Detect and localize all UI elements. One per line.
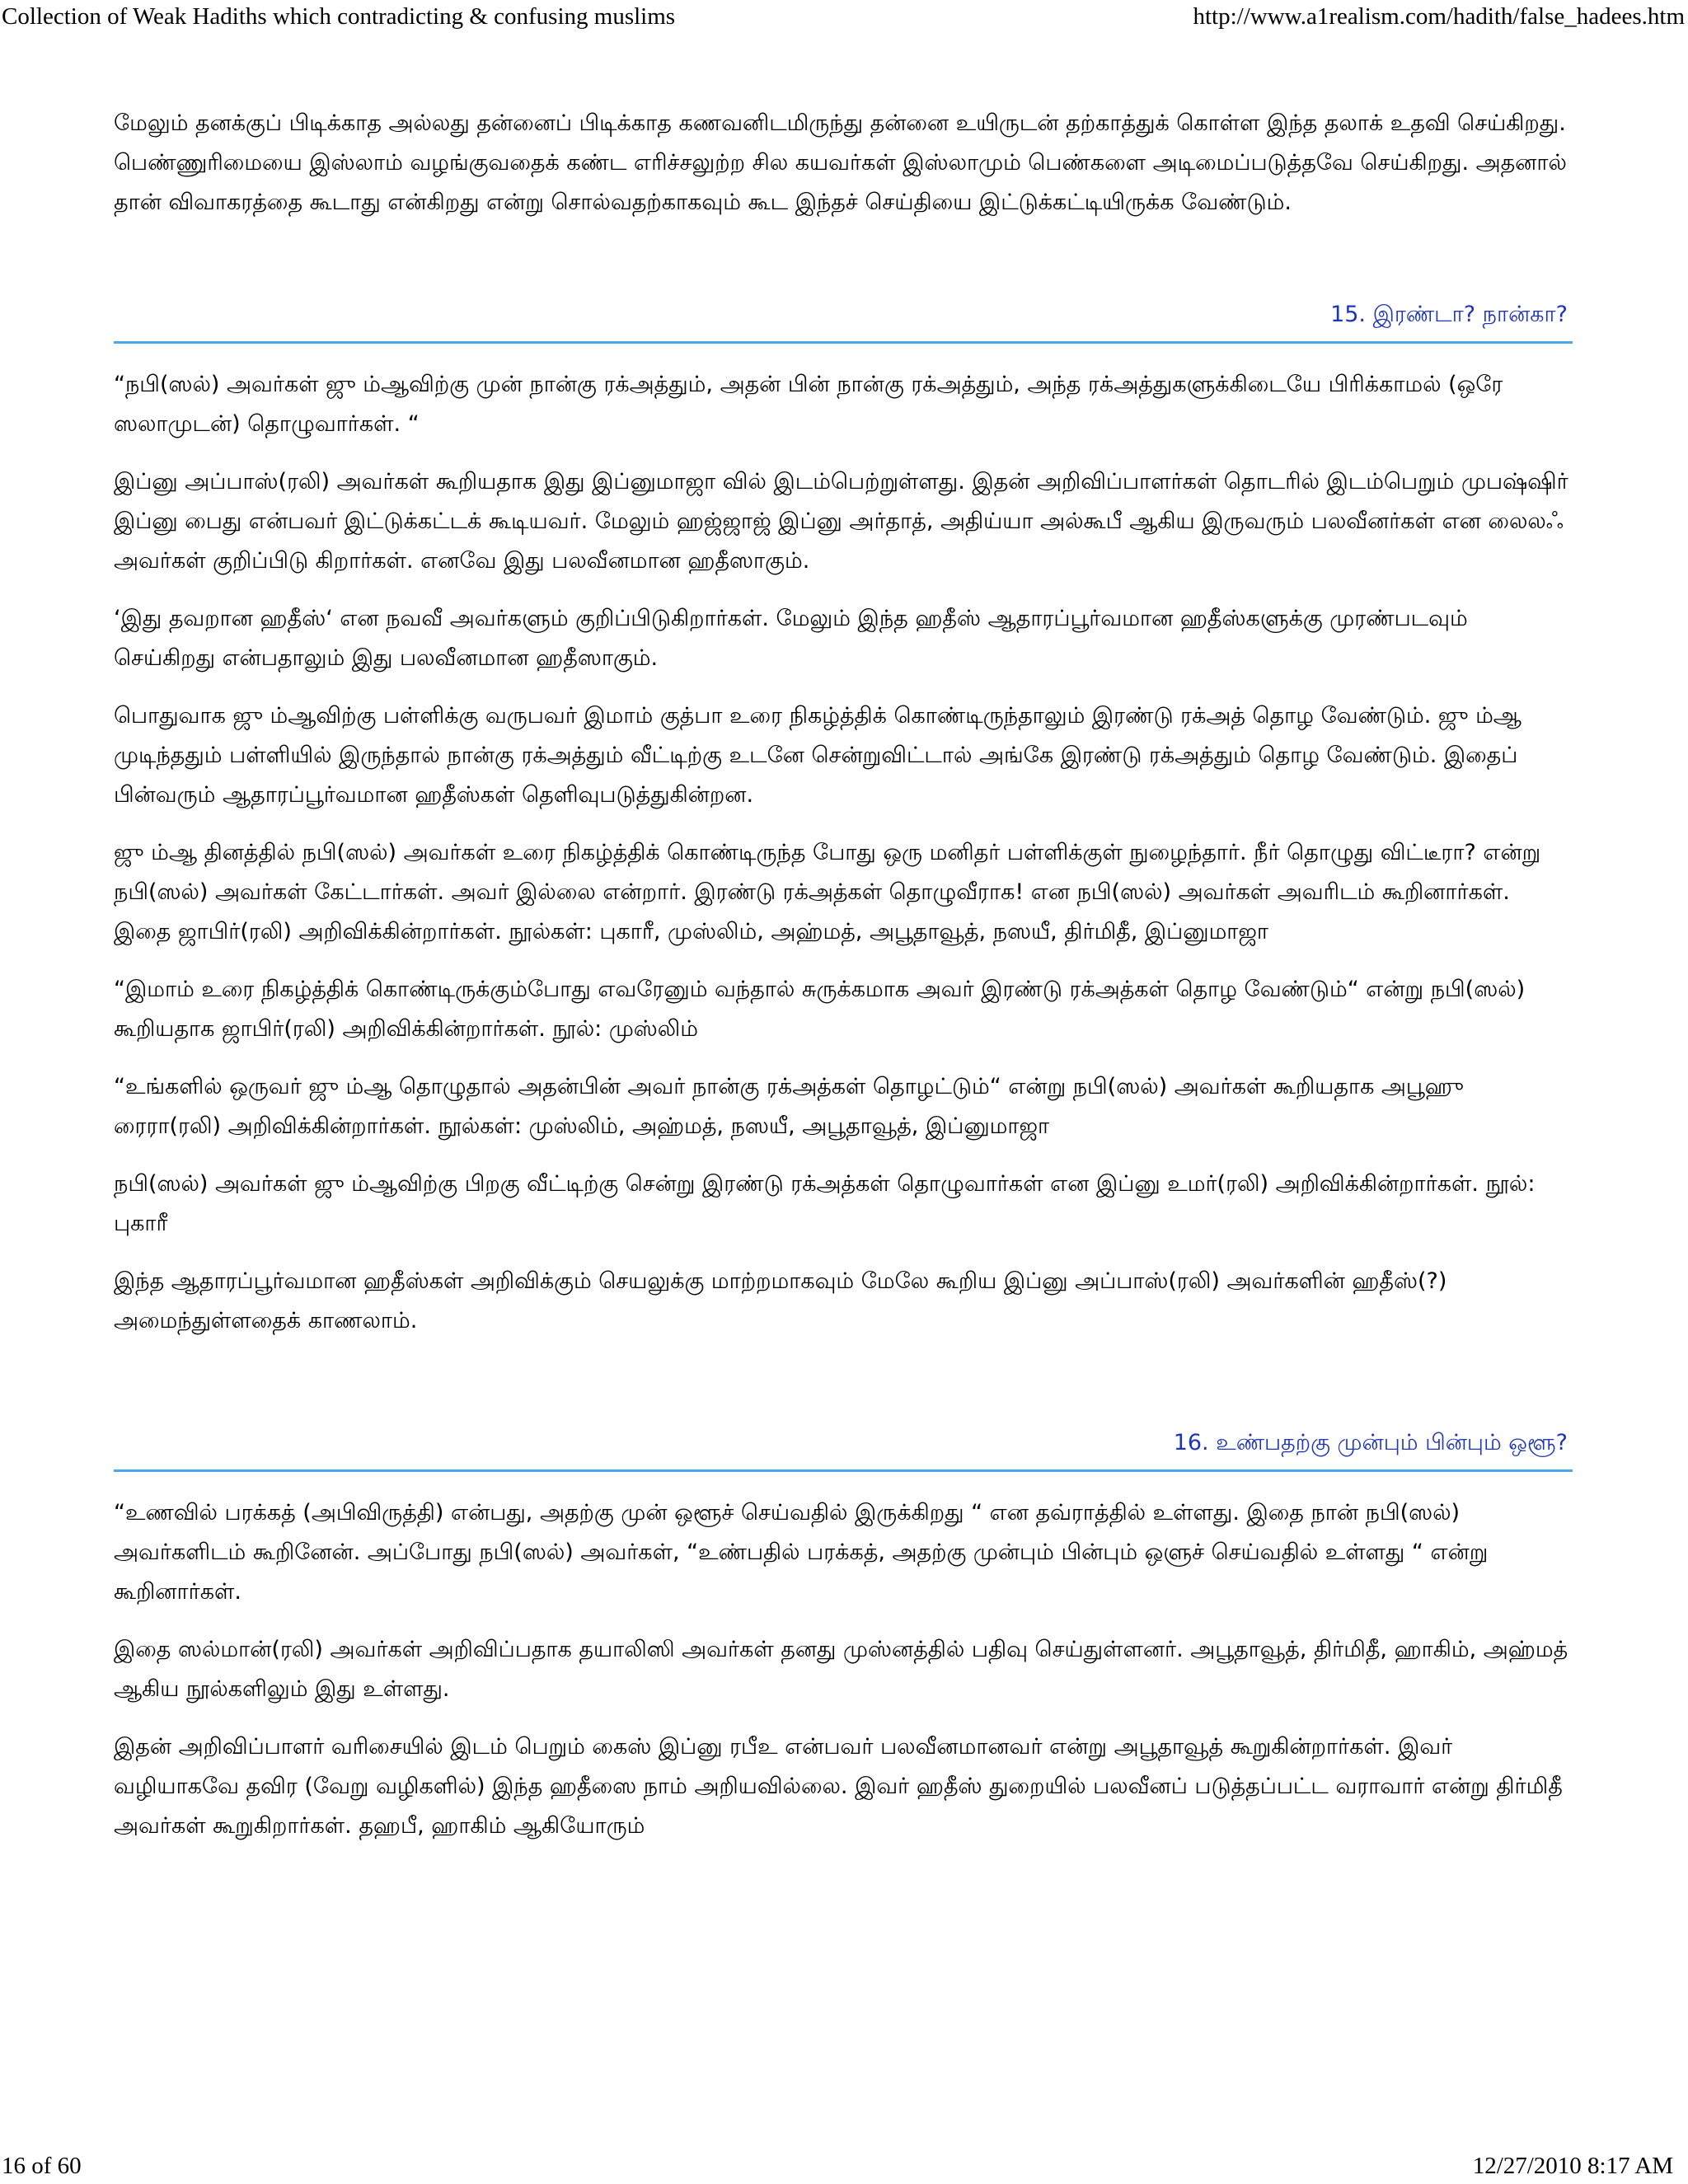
page-title: Collection of Weak Hadiths which contradicting & confusing muslims <box>2 3 676 30</box>
print-header <box>0 0 1688 33</box>
section-15-paragraph: இந்த ஆதாரப்பூர்வமான ஹதீஸ்கள் அறிவிக்கும் செயலுக்கு மாற்றமாகவும் மேலே கூறிய இப்னு அப்பாஸ்(ரலி) அவர்களின் ஹதீஸ்(?) அமைந்துள்ளதைக் காணலாம். <box>114 1268 1447 1333</box>
print-datetime: 12/27/2010 8:17 AM <box>1472 2153 1673 2179</box>
section-16-paragraph: “உணவில் பரக்கத் (அபிவிருத்தி) என்பது, அதற்கு முன் ஒளூச் செய்வதில் இருக்கிறது “ என தவ்ராத்தில் உள்ளது. இதை நான் நபி(ஸல்) அவர்களிடம் கூறினேன். அப்போது நபி(ஸல்) அவர்கள், “உண்பதில் பரக்கத், அதற்கு முன்பும் பின்பும் ஒளுச் செய்வதில் உள்ளது “ என்று கூறினார்கள். <box>114 1500 1489 1605</box>
section-16-divider <box>114 1469 1573 1472</box>
section-15-paragraph: பொதுவாக ஜு ம்ஆவிற்கு பள்ளிக்கு வருபவர் இமாம் குத்பா உரை நிகழ்த்திக் கொண்டிருந்தாலும் இரண்டு ரக்அத் தொழ வேண்டும். ஜு ம்ஆ முடிந்ததும் பள்ளியில் இருந்தால் நான்கு ரக்அத்தும் வீட்டிற்கு உடனே சென்றுவிட்டால் அங்கே இரண்டு ரக்அத்தும் தொழ வேண்டும். இதைப் பின்வரும் ஆதாரப்பூர்வமான ஹதீஸ்கள் தெளிவுபடுத்துகின்றன. <box>114 703 1522 808</box>
section-15-paragraph: “நபி(ஸல்) அவர்கள் ஜு ம்ஆவிற்கு முன் நான்கு ரக்அத்தும், அதன் பின் நான்கு ரக்அத்தும், அந்த ரக்அத்துகளுக்கிடையே பிரிக்காமல் (ஒரே ஸலாமுடன்) தொழுவார்கள். “ <box>114 372 1503 437</box>
section-15-paragraph: “உங்களில் ஒருவர் ஜு ம்ஆ தொழுதால் அதன்பின் அவர் நான்கு ரக்அத்கள் தொழட்டும்“ என்று நபி(ஸல்) அவர்கள் கூறியதாக அபூஹு ரைரா(ரலி) அறிவிக்கின்றார்கள். நூல்கள்: முஸ்லிம், அஹ்மத், நஸயீ, அபூதாவூத், இப்னுமாஜா <box>114 1074 1464 1139</box>
section-15-paragraph: ஜு ம்ஆ தினத்தில் நபி(ஸல்) அவர்கள் உரை நிகழ்த்திக் கொண்டிருந்த போது ஒரு மனிதர் பள்ளிக்குள் நுழைந்தார். நீர் தொழுது விட்டீரா? என்று நபி(ஸல்) அவர்கள் கேட்டார்கள். அவர் இல்லை என்றார். இரண்டு ரக்அத்கள் தொழுவீராக! என நபி(ஸல்) அவர்கள் அவரிடம் கூறினார்கள். இதை ஜாபிர்(ரலி) அறிவிக்கின்றார்கள். நூல்கள்: புகாரீ, முஸ்லிம், அஹ்மத், அபூதாவூத், நஸயீ, திர்மிதீ, இப்னுமாஜா <box>114 840 1541 944</box>
section-16-paragraph: இதை ஸல்மான்(ரலி) அவர்கள் அறிவிப்பதாக தயாலிஸி அவர்கள் தனது முஸ்னத்தில் பதிவு செய்துள்ளனர். அபூதாவூத், திர்மிதீ, ஹாகிம், அஹ்மத் ஆகிய நூல்களிலும் இது உள்ளது. <box>114 1637 1568 1702</box>
section-15-paragraph: நபி(ஸல்) அவர்கள் ஜு ம்ஆவிற்கு பிறகு வீட்டிற்கு சென்று இரண்டு ரக்அத்கள் தொழுவார்கள் என இப்னு உமர்(ரலி) அறிவிக்கின்றார்கள். நூல்: புகாரீ <box>114 1171 1536 1236</box>
section-15-paragraph: “இமாம் உரை நிகழ்த்திக் கொண்டிருக்கும்போது எவரேனும் வந்தால் சுருக்கமாக அவர் இரண்டு ரக்அத்கள் தொழ வேண்டும்“ என்று நபி(ஸல்) கூறியதாக ஜாபிர்(ரலி) அறிவிக்கின்றார்கள். நூல்: முஸ்லிம் <box>114 977 1526 1042</box>
section-15-paragraph: ‘இது தவறான ஹதீஸ்‘ என நவவீ அவர்களும் குறிப்பிடுகிறார்கள். மேலும் இந்த ஹதீஸ் ஆதாரப்பூர்வமான ஹதீஸ்களுக்கு முரண்படவும் செய்கிறது என்பதாலும் இது பலவீனமான ஹதீஸாகும். <box>114 606 1468 671</box>
intro-paragraph: மேலும் தனக்குப் பிடிக்காத அல்லது தன்னைப் பிடிக்காத கணவனிடமிருந்து தன்னை உயிருடன் தற்காத்துக் கொள்ள இந்த தலாக் உதவி செய்கிறது. பெண்ணுரிமையை இஸ்லாம் வழங்குவதைக் கண்ட எரிச்சலுற்ற சில கயவர்கள் இஸ்லாமும் பெண்களை அடிமைப்படுத்தவே செய்கிறது. அதனால் தான் விவாகரத்தை கூடாது என்கிறது என்று சொல்வதற்காகவும் கூட இந்தச் செய்தியை இட்டுக்கட்டியிருக்க வேண்டும். <box>114 110 1567 215</box>
section-16-paragraph: இதன் அறிவிப்பாளர் வரிசையில் இடம் பெறும் கைஸ் இப்னு ரபீஉ என்பவர் பலவீனமானவர் என்று அபூதாவூத் கூறுகின்றார்கள். இவர் வழியாகவே தவிர (வேறு வழிகளில்) இந்த ஹதீஸை நாம் அறியவில்லை. இவர் ஹதீஸ் துறையில் பலவீனப் படுத்தப்பட்ட வராவார் என்று திர்மிதீ அவர்கள் கூறுகிறார்கள். தஹபீ, ஹாகிம் ஆகியோரும் <box>114 1734 1563 1839</box>
section-15-heading: 15. இரண்டா? நான்கா? <box>1330 302 1568 327</box>
page-url: http://www.a1realism.com/hadith/false_hadees.htm <box>1193 3 1685 30</box>
print-footer <box>0 2148 1688 2184</box>
page-number: 16 of 60 <box>2 2153 82 2179</box>
section-15-divider <box>114 341 1573 344</box>
section-gap <box>114 241 1573 298</box>
section-gap <box>114 1359 1573 1427</box>
section-16-heading: 16. உண்பதற்கு முன்பும் பின்பும் ஒளூ? <box>1173 1430 1568 1455</box>
section-15-paragraph: இப்னு அப்பாஸ்(ரலி) அவர்கள் கூறியதாக இது இப்னுமாஜா வில் இடம்பெற்றுள்ளது. இதன் அறிவிப்பாளர்கள் தொடரில் இடம்பெறும் முபஷ்ஷிர் இப்னு பைது என்பவர் இட்டுக்கட்டக் கூடியவர். மேலும் ஹஜ்ஜாஜ் இப்னு அர்தாத், அதிய்யா அல்கூபீ ஆகிய இருவரும் பலவீனர்கள் என லைலஃ அவர்கள் குறிப்பிடு கிறார்கள். எனவே இது பலவீனமான ஹதீஸாகும். <box>114 469 1568 574</box>
article-content <box>114 104 1573 1864</box>
